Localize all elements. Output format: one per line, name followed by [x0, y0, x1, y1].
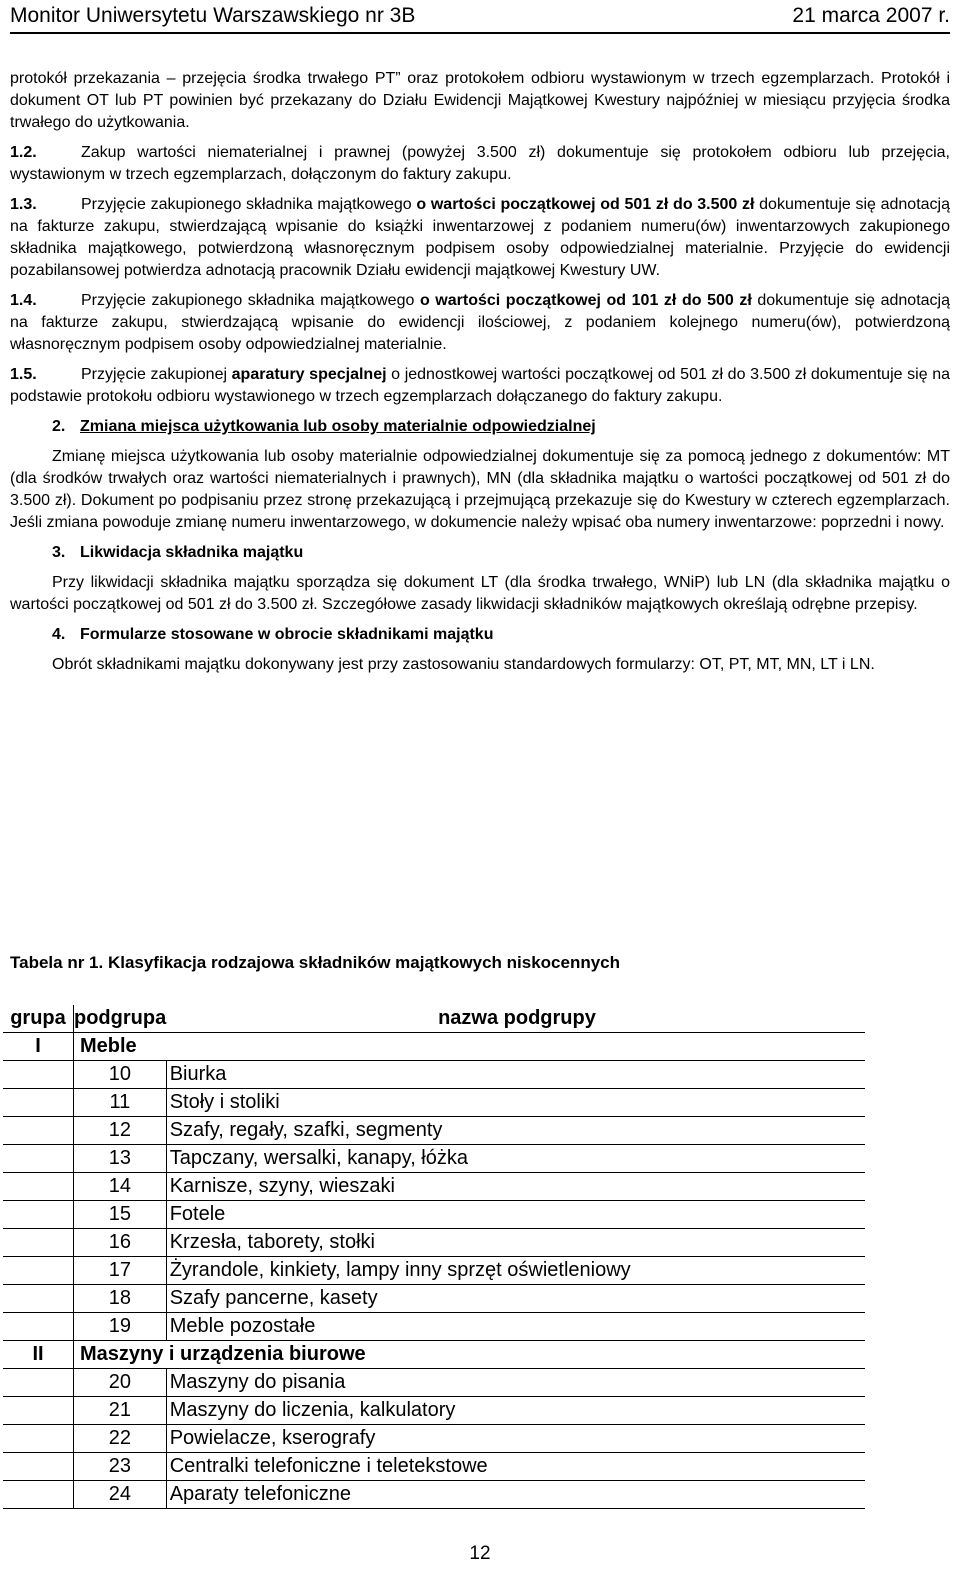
section-text: Przyjęcie zakupionej	[81, 366, 232, 383]
subgroup-name: Żyrandole, kinkiety, lampy inny sprzęt oświetleniowy	[166, 1257, 865, 1285]
subgroup-number: 22	[74, 1425, 167, 1453]
group-code: I	[3, 1033, 74, 1061]
subgroup-name: Tapczany, wersalki, kanapy, łóżka	[166, 1145, 865, 1173]
table-row	[3, 1397, 865, 1425]
paragraph-4: Obrót składnikami majątku dokonywany jest przy zastosowaniu standardowych formularzy: OT, PT, MT, MN, LT i LN.	[52, 656, 875, 673]
table-row	[3, 1145, 865, 1173]
page-number: 12	[469, 1543, 491, 1564]
subgroup-name: Stoły i stoliki	[166, 1089, 865, 1117]
table-row	[3, 1229, 865, 1257]
section-number: 1.4.	[10, 292, 37, 309]
section-bold-text: o wartości początkowej od 101 zł do 500 zł	[419, 292, 752, 309]
section-text: (powyżej 3.500 zł) dokumentuje się protokołem odbioru lub przejęcia, wystawionym w trzech egzemplarzach, dołączonym do faktury zakupu.	[10, 144, 951, 183]
heading-title: Likwidacja składnika majątku	[80, 544, 304, 561]
table-row	[3, 1201, 865, 1229]
table-row	[3, 1425, 865, 1453]
subgroup-name: Aparaty telefoniczne	[166, 1481, 865, 1509]
empty-cell	[3, 1397, 74, 1425]
table-row	[3, 1061, 865, 1089]
heading-title: Zmiana miejsca użytkowania lub osoby materialnie odpowiedzialnej	[80, 418, 596, 435]
empty-cell	[3, 1061, 74, 1089]
subgroup-number: 16	[74, 1229, 167, 1257]
section-1-4	[10, 290, 950, 356]
section-1-5	[10, 364, 950, 408]
section-text: dokumentuje się adnotacją na fakturze zakupu, stwierdzającą wpisanie do książki inwentarzowej z podaniem numeru(ów) inwentarzowych zakupionego składnika majątkowego, potwierdzoną własnoręcznym podpisem osoby odpowiedzialnej materialnie. Przyjęcie do ewidencji pozabilansowej potwierdza adnotacją pracownik Działu ewidencji majątkowej Kwestury UW.	[10, 196, 951, 279]
subgroup-number: 11	[74, 1089, 167, 1117]
page-header	[10, 3, 950, 29]
subgroup-number: 15	[74, 1201, 167, 1229]
subgroup-number: 12	[74, 1117, 167, 1145]
table-row	[3, 1285, 865, 1313]
paragraph-continuation: protokół przekazania – przejęcia środka trwałego PT” oraz protokołem odbioru wystawionym w trzech egzemplarzach. Protokół i dokument OT lub PT powinien być przekazany do Działu Ewidencji Majątkowej Kwestury najpóźniej w miesiącu przyjęcia środka trwałego do użytkowania.	[10, 70, 950, 131]
subgroup-name: Szafy pancerne, kasety	[166, 1285, 865, 1313]
classification-table	[3, 1005, 865, 1509]
heading-4	[52, 624, 950, 646]
empty-cell	[3, 1145, 74, 1173]
subgroup-number: 14	[74, 1173, 167, 1201]
subgroup-number: 24	[74, 1481, 167, 1509]
table-row	[3, 1313, 865, 1341]
header-cell: nazwa podgrupy	[166, 1005, 865, 1033]
subgroup-name: Szafy, regały, szafki, segmenty	[166, 1117, 865, 1145]
section-bold-text: aparatury specjalnej	[231, 366, 387, 383]
table-body	[3, 1005, 865, 1509]
header-cell: grupa	[3, 1005, 74, 1033]
section-text: Przyjęcie zakupionego składnika majątkowego	[81, 196, 417, 213]
heading-2	[52, 416, 950, 438]
table-row	[3, 1173, 865, 1201]
subgroup-number: 17	[74, 1257, 167, 1285]
table-caption	[10, 953, 620, 973]
group-row	[3, 1341, 865, 1369]
section-number: 1.5.	[10, 366, 37, 383]
header-rule	[10, 32, 950, 34]
table-header-row	[3, 1005, 865, 1033]
subgroup-name: Maszyny do pisania	[166, 1369, 865, 1397]
subgroup-name: Biurka	[166, 1061, 865, 1089]
document-body	[10, 68, 950, 676]
table-caption-text: Tabela nr 1. Klasyfikacja rodzajowa składników majątkowych niskocennych	[10, 953, 621, 972]
paragraph-3: Przy likwidacji składnika majątku sporządza się dokument LT (dla środka trwałego, WNiP) lub LN (dla składnika majątku o wartości początkowej od 501 zł do 3.500 zł. Szczegółowe zasady likwidacji składników majątkowych określają odrębne przepisy.	[10, 574, 950, 613]
heading-number: 4.	[52, 626, 66, 643]
group-code: II	[3, 1341, 74, 1369]
section-1-3	[10, 194, 950, 282]
subgroup-name: Fotele	[166, 1201, 865, 1229]
table-row	[3, 1369, 865, 1397]
subgroup-number: 10	[74, 1061, 167, 1089]
section-text: Zakup wartości niematerialnej i prawnej	[81, 144, 391, 161]
empty-cell	[3, 1229, 74, 1257]
empty-cell	[3, 1257, 74, 1285]
group-name: Meble	[74, 1033, 865, 1061]
section-bold-text: o wartości początkowej od 501 zł do 3.500 zł	[416, 196, 755, 213]
paragraph-2: Zmianę miejsca użytkowania lub osoby materialnie odpowiedzialnej dokumentuje się za pomocą jednego z dokumentów: MT (dla środków trwałych oraz wartości niematerialnych i prawnych), MN (dla składnika majątku o wartości początkowej od 501 zł do 3.500 zł). Dokument po podpisaniu przez stronę przekazującą i przejmującą przekazuje się do Kwestury w czterech egzemplarzach. Jeśli zmiana powoduje zmianę numeru inwentarzowego, w dokumencie należy wpisać oba numery inwentarzowe: poprzedni i nowy.	[10, 448, 950, 531]
subgroup-number: 13	[74, 1145, 167, 1173]
subgroup-name: Krzesła, taborety, stołki	[166, 1229, 865, 1257]
empty-cell	[3, 1481, 74, 1509]
subgroup-name: Karnisze, szyny, wieszaki	[166, 1173, 865, 1201]
section-1-2	[10, 142, 950, 186]
table-row	[3, 1257, 865, 1285]
heading-number: 3.	[52, 544, 66, 561]
subgroup-number: 20	[74, 1369, 167, 1397]
empty-cell	[3, 1201, 74, 1229]
subgroup-number: 18	[74, 1285, 167, 1313]
subgroup-name: Maszyny do liczenia, kalkulatory	[166, 1397, 865, 1425]
subgroup-number: 19	[74, 1313, 167, 1341]
header-cell: podgrupa	[74, 1005, 167, 1033]
section-number: 1.2.	[10, 144, 37, 161]
header-date: 21 marca 2007 r.	[792, 4, 950, 27]
empty-cell	[3, 1117, 74, 1145]
section-number: 1.3.	[10, 196, 37, 213]
subgroup-name: Meble pozostałe	[166, 1313, 865, 1341]
group-name: Maszyny i urządzenia biurowe	[74, 1341, 865, 1369]
table-row	[3, 1089, 865, 1117]
section-text: Przyjęcie zakupionego składnika majątkowego	[81, 292, 420, 309]
table-row	[3, 1117, 865, 1145]
subgroup-name: Powielacze, kserografy	[166, 1425, 865, 1453]
subgroup-number: 23	[74, 1453, 167, 1481]
table-row	[3, 1481, 865, 1509]
empty-cell	[3, 1369, 74, 1397]
empty-cell	[3, 1285, 74, 1313]
heading-number: 2.	[52, 418, 66, 435]
empty-cell	[3, 1313, 74, 1341]
header-title: Monitor Uniwersytetu Warszawskiego nr 3B	[10, 4, 416, 27]
heading-title: Formularze stosowane w obrocie składnikami majątku	[80, 626, 494, 643]
subgroup-name: Centralki telefoniczne i teletekstowe	[166, 1453, 865, 1481]
section-text: dokumentuje się adnotacją na fakturze zakupu, stwierdzającą wpisanie do ewidencji ilościowej, z podaniem kolejnego numeru(ów), potwierdzoną własnoręcznym podpisem osoby odpowiedzialnej materialnie.	[10, 292, 951, 353]
subgroup-number: 21	[74, 1397, 167, 1425]
group-row	[3, 1033, 865, 1061]
empty-cell	[3, 1089, 74, 1117]
empty-cell	[3, 1453, 74, 1481]
empty-cell	[3, 1173, 74, 1201]
section-text: o jednostkowej wartości początkowej od 501 zł do 3.500 zł dokumentuje się na podstawie protokołu odbioru wystawionego w trzech egzemplarzach dołączanego do faktury zakupu.	[10, 366, 951, 405]
heading-3	[52, 542, 950, 564]
empty-cell	[3, 1425, 74, 1453]
table-row	[3, 1453, 865, 1481]
